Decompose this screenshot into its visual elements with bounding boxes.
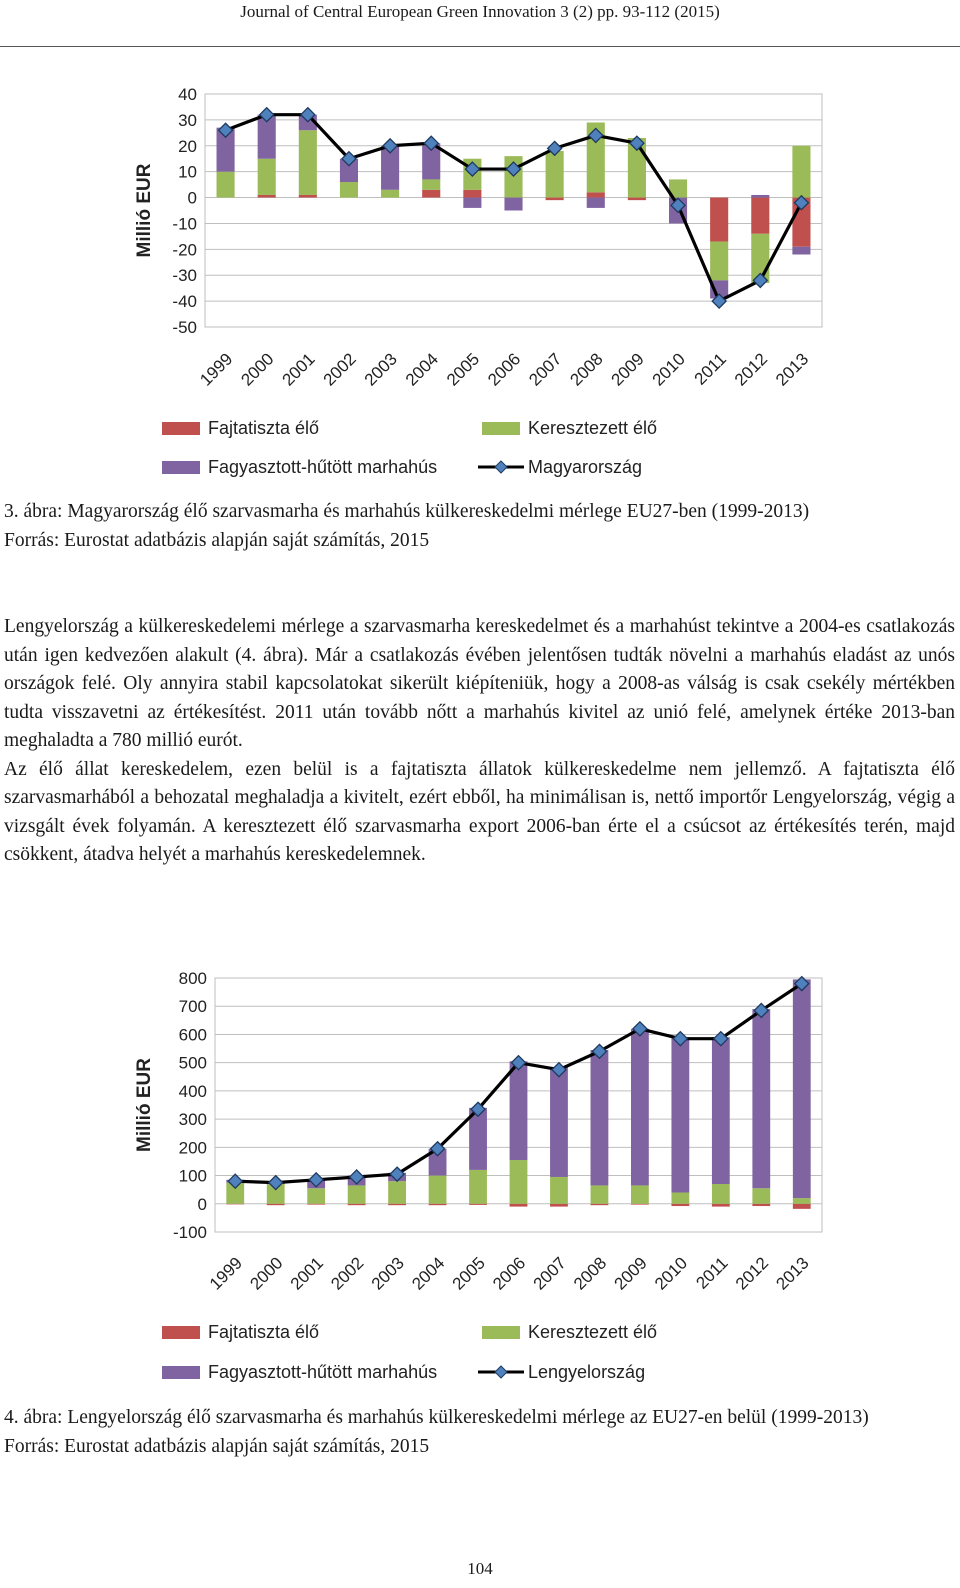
y-tick-label: -100 (172, 1223, 207, 1242)
bar-segment (587, 198, 605, 208)
y-axis-label: Millió EUR (134, 1058, 155, 1152)
x-tick-label: 1999 (196, 349, 237, 390)
x-tick-label: 2009 (610, 1253, 651, 1294)
legend-label: Fagyasztott-hűtött marhahús (208, 457, 438, 477)
legend-label: Fajtatiszta élő (208, 418, 320, 438)
body-text (4, 613, 955, 870)
bar-segment (299, 195, 317, 198)
bar-segment (587, 192, 605, 197)
header-rule (0, 46, 960, 47)
x-tick-label: 2004 (408, 1253, 449, 1294)
bar-segment (348, 1185, 366, 1203)
legend-swatch (162, 1326, 200, 1339)
bar-segment (550, 1177, 568, 1204)
bar-segment (546, 198, 564, 201)
bar-segment (793, 1204, 811, 1209)
bar-segment (752, 1204, 770, 1206)
legend-swatch (482, 422, 520, 435)
bar-segment (671, 1192, 689, 1203)
x-tick-label: 2006 (489, 1253, 530, 1294)
x-tick-label: 2007 (525, 349, 566, 390)
x-tick-label: 2004 (401, 349, 443, 390)
bar-segment (792, 247, 810, 255)
bar-segment (751, 198, 769, 234)
legend-swatch (162, 1366, 200, 1379)
bar-segment (307, 1188, 325, 1204)
bar-segment (628, 198, 646, 201)
legend-marker (495, 1366, 507, 1378)
bar-segment (463, 198, 481, 208)
y-tick-label: 0 (187, 188, 197, 208)
legend-label: Keresztezett élő (528, 418, 658, 438)
legend-label: Lengyelország (528, 1362, 646, 1382)
bar-segment (793, 979, 811, 1198)
figure-3-chart (0, 60, 960, 490)
x-tick-label: 2013 (772, 349, 813, 390)
bar-segment (751, 195, 769, 198)
x-tick-label: 2009 (607, 349, 648, 390)
bar-segment (631, 1204, 649, 1205)
bar-segment (671, 1204, 689, 1206)
bar-segment (226, 1204, 244, 1205)
y-tick-label: 200 (178, 1138, 207, 1158)
bar-segment (712, 1037, 730, 1184)
x-tick-label: 2012 (731, 1253, 773, 1294)
x-tick-label: 2005 (448, 1253, 489, 1294)
figure-3-source: Forrás: Eurostat adatbázis alapján saját számítás, 2015 (4, 530, 430, 551)
x-tick-label: 2007 (529, 1253, 570, 1294)
bar-segment (712, 1184, 730, 1204)
y-tick-label: 500 (178, 1053, 207, 1073)
x-tick-label: 2005 (443, 349, 484, 390)
bar-segment (469, 1204, 487, 1205)
bar-segment (510, 1204, 528, 1207)
x-tick-label: 2011 (692, 1253, 732, 1293)
bar-segment (504, 198, 522, 211)
bar-segment (429, 1176, 447, 1204)
bar-segment (793, 1198, 811, 1204)
legend-label: Fajtatiszta élő (208, 1322, 320, 1342)
bar-segment (631, 1029, 649, 1186)
bar-segment (422, 179, 440, 189)
paragraph: Az élő állat kereskedelem, ezen belül is a fajtatiszta állatok külkereskedelme nem jellemző. A fajtatiszta élő szarvasmarhából a behozatal meghaladja a kivitelt, ezért ebből, ha minimálisan is, nettő importőr Lengyelország, végig a vizsgált évek folyamán. A keresztezett élő szarvasmarha export 2006-ban érte el a csúcsot az értékesítés terén, majd csökkent, átadva helyét a marhahús kereskedelemnek. (4, 758, 955, 865)
bar-segment (710, 198, 728, 242)
bar-segment (510, 1160, 528, 1204)
y-tick-label: 300 (178, 1110, 207, 1130)
y-tick-label: 30 (178, 110, 197, 130)
bar-segment (591, 1204, 609, 1205)
page-number: 104 (467, 1559, 493, 1578)
legend-swatch (162, 422, 200, 435)
legend-marker (495, 461, 507, 473)
x-tick-label: 2000 (246, 1253, 287, 1294)
y-tick-label: -50 (172, 318, 197, 337)
figure-3-caption: 3. ábra: Magyarország élő szarvasmarha és marhahús külkereskedelmi mérlege EU27-ben (1999-2013) (4, 501, 810, 522)
x-tick-label: 2008 (566, 349, 607, 390)
figure-4-caption: 4. ábra: Lengyelország élő szarvasmarha és marhahús külkereskedelmi mérlege az EU27-en belül (1999-2013) (4, 1407, 869, 1428)
legend-label: Magyarország (528, 457, 643, 477)
x-tick-label: 2012 (730, 349, 772, 390)
figure-4-source: Forrás: Eurostat adatbázis alapján saját számítás, 2015 (4, 1436, 430, 1457)
bar-segment (550, 1204, 568, 1207)
x-tick-label: 2000 (237, 349, 278, 390)
x-tick-label: 2003 (367, 1253, 408, 1294)
y-tick-label: 700 (178, 997, 207, 1017)
x-tick-label: 2006 (484, 349, 525, 390)
y-tick-label: 20 (178, 136, 197, 156)
bar-segment (710, 242, 728, 281)
bar-segment (546, 151, 564, 198)
x-tick-label: 2002 (319, 349, 360, 390)
bar-segment (792, 146, 810, 198)
y-tick-label: 400 (178, 1081, 207, 1101)
journal-header: Journal of Central European Green Innovation 3 (2) pp. 93-112 (2015) (240, 2, 720, 21)
bar-segment (510, 1061, 528, 1160)
bar-segment (631, 1185, 649, 1203)
bar-segment (381, 190, 399, 198)
bar-segment (348, 1204, 366, 1205)
bar-segment (258, 159, 276, 195)
figure-4-caption-block (4, 1403, 956, 1461)
y-tick-label: -20 (172, 240, 197, 260)
x-tick-label: 2001 (286, 1253, 327, 1294)
bar-segment (550, 1067, 568, 1177)
y-tick-label: 100 (178, 1166, 207, 1186)
x-tick-label: 2011 (690, 349, 730, 389)
legend-label: Keresztezett élő (528, 1322, 658, 1342)
x-tick-label: 2008 (570, 1253, 611, 1294)
x-tick-label: 2001 (278, 349, 319, 390)
bar-segment (591, 1185, 609, 1203)
x-tick-label: 2003 (360, 349, 401, 390)
x-tick-label: 2010 (648, 349, 689, 390)
paragraph: Lengyelország a külkereskedelemi mérlege a szarvasmarha kereskedelmet és a marhahúst tekintve a 2004-es csatlakozás után igen kedvezően alakult (4. ábra). Már a csatlakozás évében jelentősen tudták növelni a marhahús eladást az unós országok felé. Oly annyira stabil kapcsolatokat sikerült kiépíteniük, hogy a 2008-as válság is csak csekély mértékben tudta visszavetni az értékesítést. 2011 után tovább nőtt a marhahús kivitel az unió felé, amelynek értéke 2013-ban meghaladta a 780 millió eurót. (4, 616, 955, 751)
bar-segment (258, 195, 276, 198)
x-tick-label: 1999 (205, 1253, 247, 1294)
figure-3-caption-block (4, 497, 956, 555)
bar-segment (671, 1037, 689, 1192)
y-tick-label: 0 (197, 1194, 207, 1214)
bar-segment (469, 1170, 487, 1204)
bar-segment (752, 1188, 770, 1204)
bar-segment (299, 130, 317, 195)
y-axis-label: Millió EUR (134, 163, 155, 258)
x-tick-label: 2002 (327, 1253, 368, 1294)
y-tick-label: 10 (178, 162, 197, 182)
bar-segment (307, 1204, 325, 1205)
legend-swatch (162, 461, 200, 474)
x-tick-label: 2013 (772, 1253, 813, 1294)
bar-segment (752, 1009, 770, 1188)
bar-segment (340, 182, 358, 198)
bar-segment (267, 1204, 285, 1205)
y-tick-label: -30 (172, 266, 197, 286)
figure-4-chart (0, 958, 960, 1393)
y-tick-label: 600 (178, 1025, 207, 1045)
legend-swatch (482, 1326, 520, 1339)
y-tick-label: 40 (178, 85, 197, 104)
legend-label: Fagyasztott-hűtött marhahús (208, 1362, 438, 1382)
y-tick-label: -10 (172, 214, 197, 234)
bar-segment (422, 190, 440, 198)
bar-segment (388, 1181, 406, 1204)
y-tick-label: -40 (172, 292, 197, 312)
x-tick-label: 2010 (651, 1253, 692, 1294)
bar-segment (217, 172, 235, 198)
bar-segment (388, 1204, 406, 1205)
y-tick-label: 800 (178, 969, 207, 988)
bar-segment (463, 190, 481, 198)
bar-segment (429, 1204, 447, 1205)
bar-segment (712, 1204, 730, 1207)
bar-segment (591, 1050, 609, 1185)
